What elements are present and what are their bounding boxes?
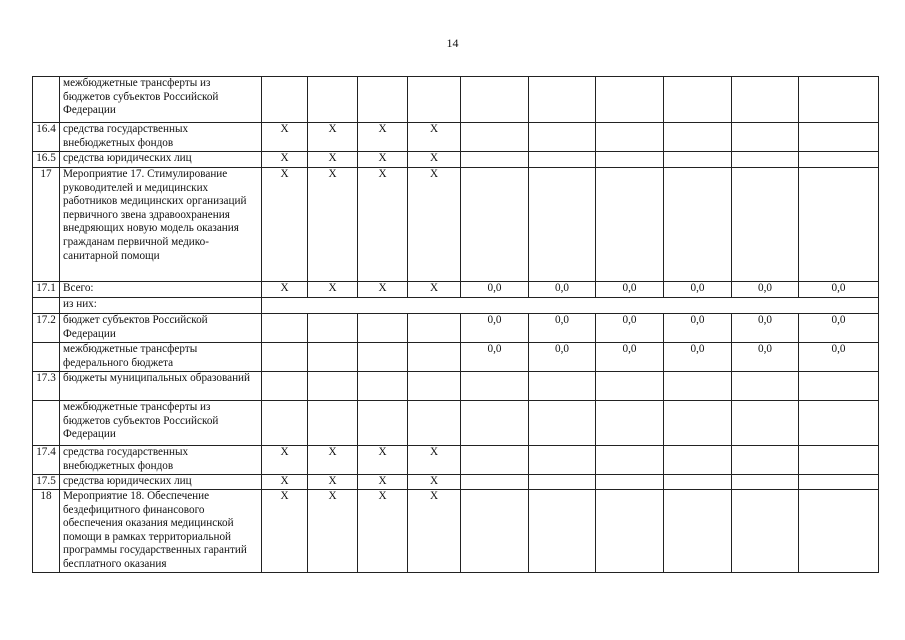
value-cell xyxy=(529,401,596,446)
value-cell xyxy=(596,490,664,573)
table-row xyxy=(33,314,879,343)
table-row xyxy=(33,401,879,446)
mark-cell: Х xyxy=(308,475,358,490)
value-cell: 0,0 xyxy=(664,282,732,298)
value-cell: 0,0 xyxy=(461,343,529,372)
value-cell: 0,0 xyxy=(664,343,732,372)
value-cell xyxy=(596,123,664,152)
mark-cell xyxy=(408,77,461,123)
value-cell xyxy=(664,490,732,573)
mark-cell: Х xyxy=(408,123,461,152)
value-cell xyxy=(664,77,732,123)
mark-cell xyxy=(358,343,408,372)
value-cell xyxy=(664,168,732,282)
mark-cell: Х xyxy=(358,490,408,573)
value-cell xyxy=(664,401,732,446)
table-row xyxy=(33,298,879,314)
mark-cell: Х xyxy=(358,168,408,282)
mark-cell xyxy=(358,401,408,446)
value-cell: 0,0 xyxy=(596,343,664,372)
table-row xyxy=(33,475,879,490)
row-description: бюджеты муниципальных образований xyxy=(60,372,262,401)
mark-cell: Х xyxy=(308,490,358,573)
table-row xyxy=(33,77,879,123)
value-cell xyxy=(529,475,596,490)
mark-cell: Х xyxy=(408,475,461,490)
row-description: из них: xyxy=(60,298,262,314)
row-description: бюджет субъектов Российской Федерации xyxy=(60,314,262,343)
value-cell xyxy=(529,123,596,152)
value-cell xyxy=(799,123,879,152)
value-cell xyxy=(732,372,799,401)
mark-cell xyxy=(358,314,408,343)
value-cell: 0,0 xyxy=(461,282,529,298)
value-cell xyxy=(461,490,529,573)
mark-cell: Х xyxy=(408,446,461,475)
value-cell xyxy=(596,401,664,446)
mark-cell: Х xyxy=(262,152,308,168)
value-cell xyxy=(596,372,664,401)
row-number: 17 xyxy=(33,168,60,282)
table-row xyxy=(33,372,879,401)
row-number: 17.1 xyxy=(33,282,60,298)
table-row xyxy=(33,343,879,372)
row-description: Мероприятие 18. Обеспечение бездефицитного финансового обеспечения оказания медицинской помощи в рамках территориальной программы государственных гарантий бесплатного оказания xyxy=(60,490,262,573)
value-cell xyxy=(596,152,664,168)
value-cell xyxy=(664,372,732,401)
table-row xyxy=(33,152,879,168)
mark-cell xyxy=(262,314,308,343)
value-cell xyxy=(732,446,799,475)
mark-cell xyxy=(408,401,461,446)
value-cell: 0,0 xyxy=(664,314,732,343)
mark-cell: Х xyxy=(262,446,308,475)
value-cell xyxy=(461,475,529,490)
budget-table xyxy=(32,76,879,573)
value-cell xyxy=(529,490,596,573)
mark-cell: Х xyxy=(262,123,308,152)
mark-cell xyxy=(308,314,358,343)
mark-cell: Х xyxy=(308,446,358,475)
row-description: межбюджетные трансферты из бюджетов субъектов Российской Федерации xyxy=(60,77,262,123)
table-row xyxy=(33,446,879,475)
value-cell xyxy=(461,372,529,401)
row-number: 17.3 xyxy=(33,372,60,401)
table-row xyxy=(33,490,879,573)
value-cell xyxy=(596,446,664,475)
row-number: 16.4 xyxy=(33,123,60,152)
mark-cell: Х xyxy=(308,282,358,298)
mark-cell xyxy=(308,372,358,401)
mark-cell xyxy=(358,372,408,401)
page-number: 14 xyxy=(446,36,459,50)
value-cell: 0,0 xyxy=(799,314,879,343)
value-cell: 0,0 xyxy=(732,314,799,343)
mark-cell xyxy=(262,343,308,372)
value-cell xyxy=(799,77,879,123)
row-number: 17.2 xyxy=(33,314,60,343)
mark-cell: Х xyxy=(262,490,308,573)
value-cell xyxy=(461,401,529,446)
value-cell xyxy=(732,152,799,168)
mark-cell: Х xyxy=(262,475,308,490)
mark-cell: Х xyxy=(408,168,461,282)
row-number xyxy=(33,401,60,446)
value-cell xyxy=(799,446,879,475)
value-cell: 0,0 xyxy=(799,343,879,372)
value-cell xyxy=(732,168,799,282)
value-cell: 0,0 xyxy=(596,314,664,343)
value-cell xyxy=(732,475,799,490)
row-number xyxy=(33,77,60,123)
mark-cell xyxy=(262,372,308,401)
mark-cell xyxy=(408,372,461,401)
value-cell: 0,0 xyxy=(461,314,529,343)
table-row xyxy=(33,123,879,152)
mark-cell: Х xyxy=(358,123,408,152)
value-cell: 0,0 xyxy=(596,282,664,298)
mark-cell: Х xyxy=(262,282,308,298)
value-cell xyxy=(596,77,664,123)
mark-cell xyxy=(358,77,408,123)
table-row xyxy=(33,282,879,298)
value-cell: 0,0 xyxy=(529,343,596,372)
row-description: средства государственных внебюджетных фондов xyxy=(60,123,262,152)
mark-cell xyxy=(262,77,308,123)
mark-cell: Х xyxy=(408,490,461,573)
row-number xyxy=(33,298,60,314)
mark-cell xyxy=(308,343,358,372)
mark-cell: Х xyxy=(358,446,408,475)
value-cell xyxy=(529,372,596,401)
mark-cell xyxy=(308,401,358,446)
value-cell xyxy=(596,475,664,490)
mark-cell xyxy=(308,77,358,123)
mark-cell xyxy=(408,314,461,343)
value-cell xyxy=(732,401,799,446)
value-cell xyxy=(799,372,879,401)
mark-cell: Х xyxy=(358,475,408,490)
mark-cell: Х xyxy=(358,282,408,298)
mark-cell: Х xyxy=(408,152,461,168)
row-number xyxy=(33,343,60,372)
row-description: средства юридических лиц xyxy=(60,152,262,168)
row-description: межбюджетные трансферты федерального бюджета xyxy=(60,343,262,372)
value-cell: 0,0 xyxy=(732,343,799,372)
mark-cell xyxy=(262,401,308,446)
value-cell: 0,0 xyxy=(799,282,879,298)
value-cell: 0,0 xyxy=(529,314,596,343)
row-number: 17.4 xyxy=(33,446,60,475)
row-number: 18 xyxy=(33,490,60,573)
mark-cell: Х xyxy=(308,152,358,168)
mark-cell: Х xyxy=(308,168,358,282)
value-cell xyxy=(596,168,664,282)
value-cell xyxy=(799,168,879,282)
value-cell xyxy=(664,446,732,475)
row-description: межбюджетные трансферты из бюджетов субъектов Российской Федерации xyxy=(60,401,262,446)
table-row xyxy=(33,168,879,282)
value-cell xyxy=(664,475,732,490)
value-cell xyxy=(461,168,529,282)
value-cell xyxy=(461,77,529,123)
value-cell xyxy=(461,446,529,475)
value-cell xyxy=(664,123,732,152)
value-cell xyxy=(799,401,879,446)
row-description: средства государственных внебюджетных фондов xyxy=(60,446,262,475)
mark-cell: Х xyxy=(262,168,308,282)
value-cell xyxy=(732,123,799,152)
value-cell xyxy=(529,77,596,123)
value-cell: 0,0 xyxy=(529,282,596,298)
row-number: 16.5 xyxy=(33,152,60,168)
row-description: Мероприятие 17. Стимулирование руководителей и медицинских работников медицинских организаций первичного звена здравоохранения внедряющих новую модель оказания гражданам первичной медико-санитарной помощи xyxy=(60,168,262,282)
value-cell xyxy=(461,152,529,168)
value-cell xyxy=(664,152,732,168)
value-cell xyxy=(732,490,799,573)
mark-cell xyxy=(408,343,461,372)
value-cell xyxy=(461,123,529,152)
value-cell xyxy=(529,446,596,475)
value-cell xyxy=(529,152,596,168)
row-number: 17.5 xyxy=(33,475,60,490)
value-cell xyxy=(799,152,879,168)
value-cell xyxy=(799,490,879,573)
value-cell xyxy=(529,168,596,282)
mark-cell: Х xyxy=(308,123,358,152)
mark-cell: Х xyxy=(358,152,408,168)
row-description: Всего: xyxy=(60,282,262,298)
value-cell: 0,0 xyxy=(732,282,799,298)
merged-cell xyxy=(262,298,879,314)
mark-cell: Х xyxy=(408,282,461,298)
row-description: средства юридических лиц xyxy=(60,475,262,490)
value-cell xyxy=(799,475,879,490)
value-cell xyxy=(732,77,799,123)
